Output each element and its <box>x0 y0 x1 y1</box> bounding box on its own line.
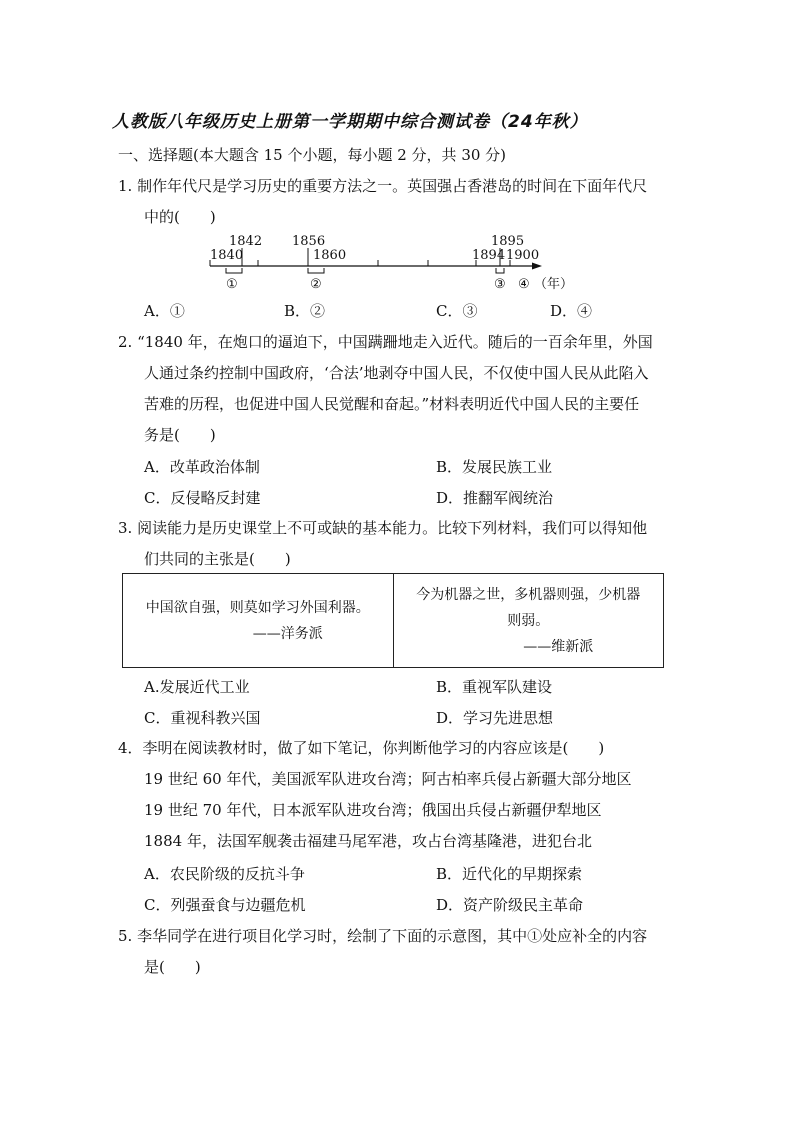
question-4-note-1: 19 世纪 60 年代，美国派军队进攻台湾；阿古柏率兵侵占新疆大部分地区 <box>144 770 632 788</box>
question-4-note-2: 19 世纪 70 年代，日本派军队进攻台湾；俄国出兵侵占新疆伊犁地区 <box>144 801 602 819</box>
label-1842: 1842 <box>229 234 263 249</box>
label-1860: 1860 <box>313 248 347 263</box>
q1-option-a: A．① <box>144 302 185 320</box>
label-1895: 1895 <box>491 234 525 249</box>
q3-option-a: A.发展近代工业 <box>144 678 250 696</box>
label-1856: 1856 <box>292 234 326 249</box>
unit-label: （年） <box>534 277 574 292</box>
question-5-line-1: 5. 李华同学在进行项目化学习时，绘制了下面的示意图，其中①处应补全的内容 <box>118 927 648 945</box>
q2-option-c: C．反侵略反封建 <box>144 489 261 507</box>
q2-option-b: B．发展民族工业 <box>436 458 553 476</box>
timeline-ruler <box>200 228 574 296</box>
quote-weixin-1: 今为机器之世，多机器则强，少机器 <box>416 586 641 603</box>
question-2-line-1: 2. “1840 年，在炮口的逼迫下，中国蹒跚地走入近代。随后的一百余年里，外国 <box>118 333 653 351</box>
marker-3: ③ <box>494 277 506 292</box>
marker-4: ④ <box>518 277 530 292</box>
label-1894: 1894 <box>472 248 506 263</box>
q1-option-b: B．② <box>284 302 326 320</box>
q1-option-c: C．③ <box>436 302 478 320</box>
q4-option-c: C．列强蚕食与边疆危机 <box>144 896 306 914</box>
question-3-line-2: 们共同的主张是( ) <box>144 550 291 568</box>
page-title: 人教版八年级历史上册第一学期期中综合测试卷（24年秋） <box>112 112 588 132</box>
q3-option-d: D．学习先进思想 <box>436 709 554 727</box>
label-1900: 1900 <box>506 248 540 263</box>
material-yangwu <box>123 574 394 668</box>
question-2-line-2: 人通过条约控制中国政府，‘合法’地剥夺中国人民，不仅使中国人民从此陷入 <box>144 364 649 382</box>
q4-option-a: A．农民阶级的反抗斗争 <box>144 865 305 883</box>
source-yangwu: ——洋务派 <box>252 625 323 642</box>
q3-option-c: C．重视科教兴国 <box>144 709 261 727</box>
marker-1: ① <box>226 277 238 292</box>
label-1840: 1840 <box>210 248 244 263</box>
q2-option-d: D．推翻军阀统治 <box>436 489 554 507</box>
bracket-1 <box>226 268 242 273</box>
marker-2: ② <box>310 277 322 292</box>
q3-option-b: B．重视军队建设 <box>436 678 553 696</box>
question-1-text-line-2: 中的( ) <box>144 208 216 226</box>
q2-option-a: A．改革政治体制 <box>144 458 260 476</box>
section-heading: 一、选择题(本大题含 15 个小题，每小题 2 分，共 30 分) <box>118 146 507 164</box>
question-3-line-1: 3. 阅读能力是历史课堂上不可或缺的基本能力。比较下列材料，我们可以得知他 <box>118 519 648 537</box>
question-2-line-3: 苦难的历程，也促进中国人民觉醒和奋起。”材料表明近代中国人民的主要任 <box>144 395 640 413</box>
question-2-line-4: 务是( ) <box>144 426 216 444</box>
comparison-table <box>122 573 664 668</box>
question-4-line-1: 4．李明在阅读教材时，做了如下笔记，你判断他学习的内容应该是( ) <box>118 739 605 757</box>
question-4-note-3: 1884 年，法国军舰袭击福建马尾军港，攻占台湾基隆港，进犯台北 <box>144 832 592 850</box>
source-weixin: ——维新派 <box>523 638 594 655</box>
q1-option-d: D．④ <box>550 302 593 320</box>
question-5-line-2: 是( ) <box>144 958 201 976</box>
q4-option-d: D．资产阶级民主革命 <box>436 896 584 914</box>
timeline-arrow <box>532 263 542 270</box>
q4-option-b: B．近代化的早期探索 <box>436 865 583 883</box>
question-1-text-line-1: 1. 制作年代尺是学习历史的重要方法之一。英国强占香港岛的时间在下面年代尺 <box>118 177 648 195</box>
bracket-3 <box>496 268 504 273</box>
material-weixin <box>393 574 664 668</box>
bracket-2 <box>308 268 324 273</box>
quote-yangwu: 中国欲自强，则莫如学习外国利器。 <box>145 599 370 616</box>
quote-weixin-2: 则弱。 <box>507 612 550 629</box>
